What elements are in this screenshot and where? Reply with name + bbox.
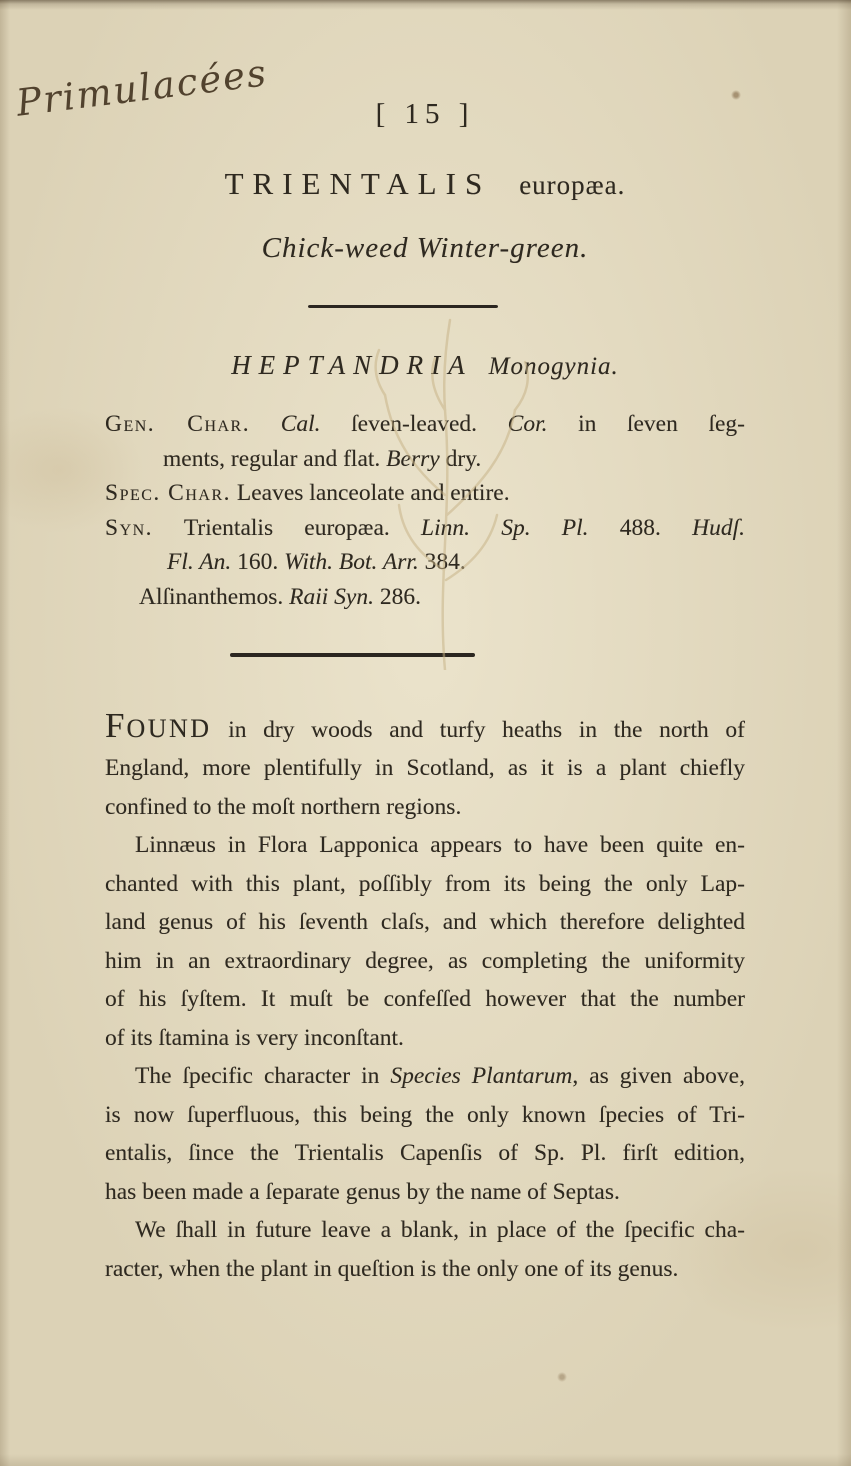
body-line-3: confined to the moſt northern regions.	[105, 793, 462, 820]
body-line-text: , as given above,	[572, 1063, 745, 1090]
divider-rule-bottom	[230, 653, 475, 657]
spec-char-label: Spec. Char.	[105, 480, 231, 507]
flora-anglica-citation: Fl. An.	[167, 549, 232, 576]
syn-text-4: 384.	[418, 549, 466, 576]
syn-text-5: 286.	[373, 583, 421, 610]
linnaean-order: Monogynia.	[488, 353, 619, 380]
calyx-abbrev: Cal.	[250, 411, 321, 437]
synonym-line-2	[105, 545, 745, 580]
lead-word-rest: OUND	[126, 713, 212, 743]
character-synonym-block	[105, 407, 745, 615]
ray-citation: Raii Syn.	[289, 583, 374, 610]
withering-citation: With. Bot. Arr.	[284, 549, 419, 576]
berry-word: Berry	[386, 445, 440, 472]
body-line-5: chanted with this plant, poſſibly from its being the only Lap-	[105, 870, 745, 897]
body-line-11: is now ſuperfluous, this being the only known ſpecies of Tri-	[105, 1101, 745, 1128]
species-title	[105, 166, 745, 202]
common-name: Chick-weed Winter-green.	[261, 232, 589, 264]
body-line-text: in dry woods and turfy heaths in the north of	[211, 716, 745, 743]
gen-char-text-2: in ſeven ſeg-	[547, 411, 745, 437]
body-line-text: The ſpecific character in	[135, 1063, 391, 1090]
body-line-4: Linnæus in Flora Lapponica appears to have been quite en-	[135, 832, 745, 859]
alsinanthemos-name: Alſinanthemos.	[139, 583, 290, 610]
synonym-line-3	[105, 580, 745, 615]
species-plantarum-title: Species Plantarum	[390, 1063, 573, 1090]
gen-char-label: Gen. Char.	[105, 411, 251, 437]
species-epithet: europæa.	[519, 170, 626, 200]
gen-char-text-3: ments, regular and flat.	[163, 445, 387, 472]
gen-char-text-4: dry.	[439, 445, 482, 472]
handwritten-annotation: Primulacées	[14, 51, 271, 125]
hudson-citation: Hudſ.	[692, 514, 745, 541]
linnaean-class: HEPTANDRIA	[231, 350, 473, 380]
syn-text-2: 488.	[588, 514, 693, 541]
lead-capital: F	[105, 705, 127, 745]
body-line-2: England, more plentifully in Scotland, as it is a plant chiefly	[105, 755, 745, 782]
syn-text-3: 160.	[231, 549, 285, 576]
genus-name: TRIENTALIS	[224, 166, 492, 201]
gen-char-text-1: ſeven-leaved.	[320, 411, 508, 437]
spec-char-text: Leaves lanceolate and entire.	[231, 480, 510, 507]
page-header	[0, 0, 851, 160]
syn-text-1: Trientalis europæa.	[153, 514, 422, 541]
syn-label: Syn.	[105, 514, 154, 541]
linn-citation: Linn. Sp. Pl.	[421, 514, 589, 541]
body-line-7: him in an extraordinary degree, as completing the uniformity	[105, 947, 745, 974]
body-line-15: racter, when the plant in queſtion is the only one of its genus.	[105, 1255, 679, 1282]
body-line-12: entalis, ſince the Trientalis Capenſis of Sp. Pl. firſt edition,	[105, 1140, 745, 1167]
page-number: [ 15 ]	[375, 98, 475, 130]
body-line-8: of his ſyſtem. It muſt be confeſſed however that the number	[105, 986, 745, 1013]
gen-char-line-2	[105, 442, 745, 477]
divider-rule-top	[308, 305, 498, 308]
body-line-6: land genus of his ſeventh claſs, and which therefore delighted	[105, 909, 745, 936]
body-line-13: has been made a ſeparate genus by the name of Septas.	[105, 1178, 620, 1205]
corolla-abbrev: Cor.	[507, 411, 548, 437]
gen-char-line-1	[105, 407, 745, 442]
body-line-14: We ſhall in future leave a blank, in place of the ſpecific cha-	[135, 1217, 745, 1244]
spec-char-line	[105, 476, 745, 511]
classification-line	[105, 350, 745, 381]
body-text	[105, 707, 745, 1289]
synonym-line-1	[105, 511, 745, 546]
body-line-9: of its ſtamina is very inconſtant.	[105, 1024, 404, 1051]
body-line-1	[105, 707, 745, 750]
body-line-10	[105, 1057, 745, 1096]
